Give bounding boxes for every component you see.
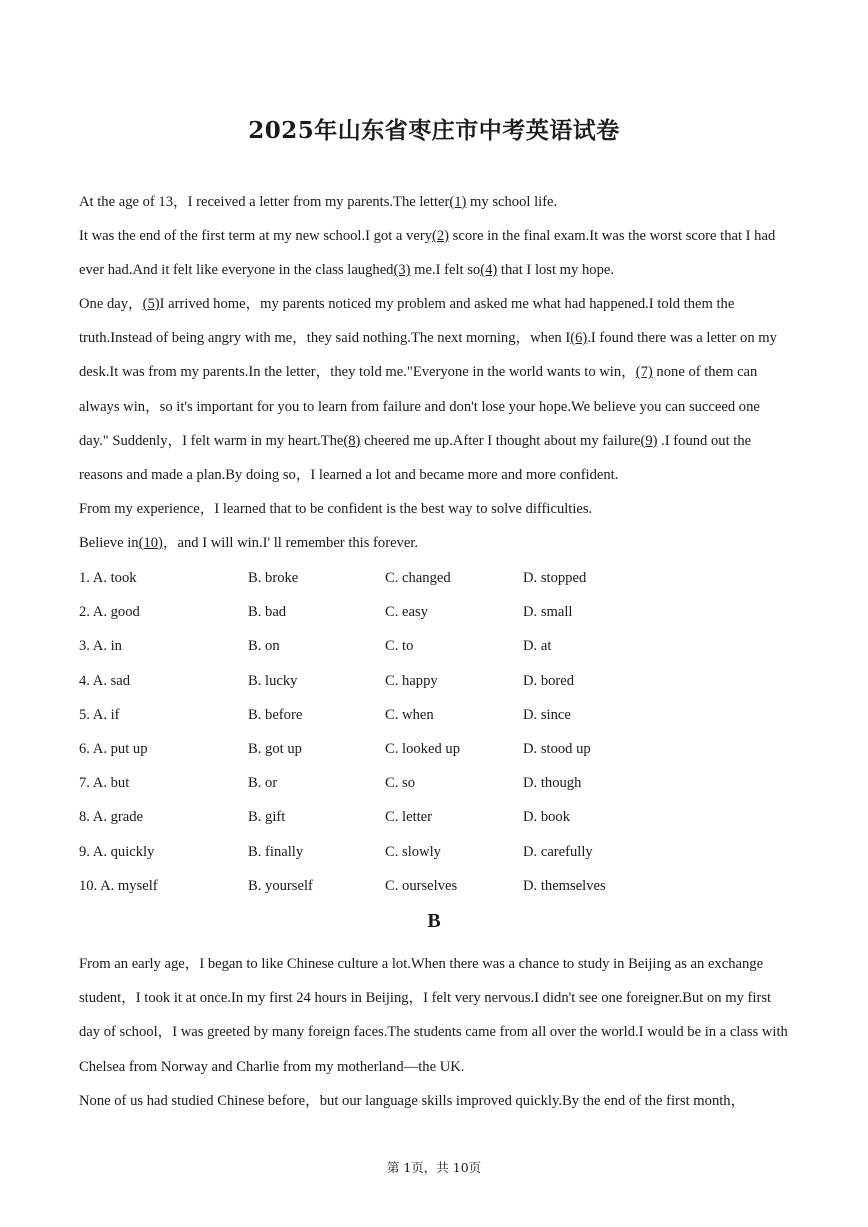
blank-5: (5) <box>142 296 160 312</box>
option-row: 1. A. took B. broke C. changed D. stopped <box>79 570 587 586</box>
option-row: 4. A. sad B. lucky C. happy D. bored <box>79 672 575 689</box>
option-row: 8. A. grade B. gift C. letter D. book <box>79 809 571 826</box>
option-row: 5. A. if B. before C. when D. since <box>79 706 571 723</box>
passage-a-paragraph-3: One day，(5)I arrived home，my parents noticed my problem and asked me what had happened.I told them the truth.Instead of being angry with me，they said nothing.The next morning，when I(6).I found there was a letter on my desk.It was from my parents.In the letter，they told me."Everyone in the world wants to win，(7) none of them can always win，so it's important for you to learn from failure and don't lose your hope.We believe you can succeed one day." Suddenly，I felt warm in my heart.The(8) cheered me up.After I thought about my failure(9) .I found out the reasons and made a plan.By doing so，I learned a lot and became more and more confident. <box>79 296 777 484</box>
option-row: 2. A. good B. bad C. easy D. small <box>79 604 573 621</box>
page-title: 2025年山东省枣庄市中考英语试卷 <box>248 117 620 144</box>
option-row: 3. A. in B. on C. to D. at <box>79 638 552 655</box>
blank-9: (9) <box>640 432 658 449</box>
passage-b-paragraph-1: From an early age，I began to like Chinese culture a lot.When there was a chance to study in Beijing as an exchange student，I took it at once.In my first 24 hours in Beijing，I felt very nervous.I didn't see one foreigner.But on my first day of school，I was greeted by many foreign faces.The students came from all over the world.I would be in a class with Chelsea from Norway and Charlie from my motherland—the UK. <box>79 956 788 1075</box>
option-row: 7. A. but B. or C. so D. though <box>79 775 582 792</box>
option-row: 6. A. put up B. got up C. looked up D. stood up <box>79 740 591 757</box>
page-footer: 第 1页，共 10页 <box>386 1160 482 1175</box>
passage-a-paragraph-5: Believe in(10)，and I will win.I' ll remember this forever. <box>79 535 419 551</box>
answer-options <box>79 561 791 903</box>
blank-3: (3) <box>393 262 411 279</box>
blank-7: (7) <box>635 364 653 381</box>
passage-a-paragraph-4: From my experience，I learned that to be confident is the best way to solve difficulties. <box>79 501 593 517</box>
blank-6: (6) <box>570 330 588 347</box>
option-row: 10. A. myself B. yourself C. ourselves D. themselves <box>79 877 606 894</box>
option-row: 9. A. quickly B. finally C. slowly D. carefully <box>79 843 593 860</box>
passage-b-paragraph-2: None of us had studied Chinese before，but our language skills improved quickly.By the end of the first month， <box>79 1093 746 1109</box>
blank-10: (10) <box>138 535 163 551</box>
blank-1: (1) <box>449 194 467 210</box>
blank-8: (8) <box>343 432 361 449</box>
passage-a-paragraph-1: At the age of 13，I received a letter from my parents.The letter(1) my school life. <box>79 194 558 210</box>
blank-2: (2) <box>432 228 450 244</box>
section-b-heading: B <box>427 910 441 932</box>
passage-a-paragraph-2: It was the end of the first term at my new school.I got a very(2) score in the final exam.It was the worst score that I had ever had.And it felt like everyone in the class laughed(3) me.I felt so(4) that I lost my hope. <box>79 228 776 279</box>
blank-4: (4) <box>480 262 498 279</box>
